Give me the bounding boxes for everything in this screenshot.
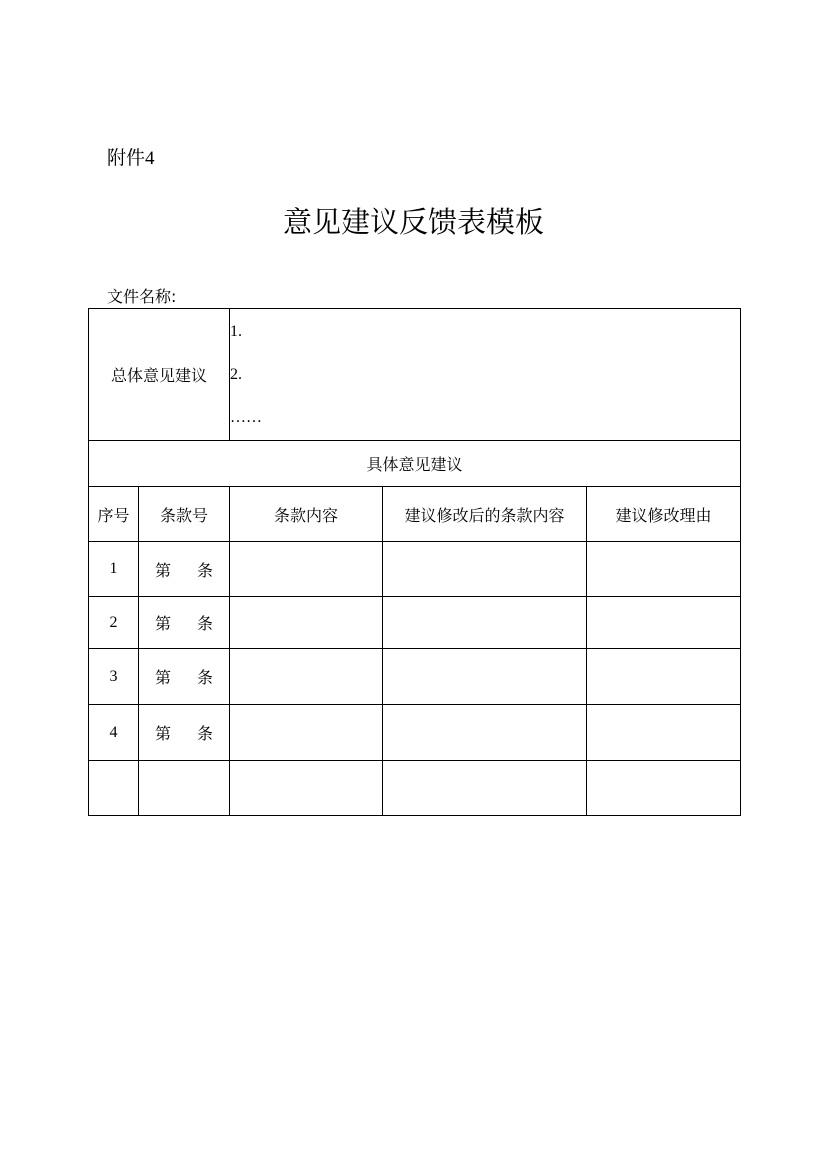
table-row — [89, 542, 741, 597]
clause-prefix: 第 — [154, 560, 171, 580]
row-clause-no[interactable] — [139, 705, 230, 761]
clause-suffix: 条 — [197, 560, 214, 580]
file-name-label: 文件名称: — [107, 287, 177, 306]
clause-suffix: 条 — [197, 668, 214, 687]
row-index[interactable] — [89, 761, 139, 816]
table-row — [89, 761, 741, 816]
row-index: 1 — [89, 542, 139, 597]
column-header-row — [89, 487, 741, 542]
clause-suffix: 条 — [197, 614, 214, 633]
row-revised-content[interactable] — [383, 597, 587, 649]
attachment-number: 4 — [145, 148, 155, 169]
row-reason[interactable] — [587, 542, 741, 597]
row-clause-content[interactable] — [230, 649, 383, 705]
row-clause-no[interactable] — [139, 597, 230, 649]
row-revised-content[interactable] — [383, 542, 587, 597]
clause-prefix: 第 — [154, 724, 171, 743]
clause-prefix: 第 — [154, 614, 171, 633]
overall-input[interactable] — [230, 309, 741, 441]
overall-row — [89, 309, 741, 441]
attachment-text: 附件 — [107, 147, 146, 169]
attachment-label — [107, 143, 155, 170]
row-clause-no[interactable] — [139, 649, 230, 705]
column-header-index: 序号 — [89, 487, 139, 542]
overall-item-ellipsis: …… — [230, 409, 262, 426]
clause-suffix: 条 — [197, 724, 214, 743]
row-clause-no[interactable] — [139, 761, 230, 816]
specific-header-row — [89, 441, 741, 487]
column-header-clause-content: 条款内容 — [230, 487, 383, 542]
row-reason[interactable] — [587, 761, 741, 816]
row-clause-content[interactable] — [230, 705, 383, 761]
table-row — [89, 705, 741, 761]
row-index: 4 — [89, 705, 139, 761]
overall-item-2: 2. — [230, 366, 242, 383]
specific-header: 具体意见建议 — [89, 441, 741, 487]
row-reason[interactable] — [587, 649, 741, 705]
row-clause-content[interactable] — [230, 542, 383, 597]
page-title-text: 意见建议反馈表模板 — [282, 205, 544, 239]
column-header-clause-no: 条款号 — [139, 487, 230, 542]
row-reason[interactable] — [587, 705, 741, 761]
feedback-table — [88, 308, 741, 816]
row-index: 2 — [89, 597, 139, 649]
overall-label: 总体意见建议 — [89, 309, 230, 441]
row-clause-content[interactable] — [230, 597, 383, 649]
table-row — [89, 649, 741, 705]
row-reason[interactable] — [587, 597, 741, 649]
row-clause-content[interactable] — [230, 761, 383, 816]
column-header-reason: 建议修改理由 — [587, 487, 741, 542]
table-row — [89, 597, 741, 649]
row-revised-content[interactable] — [383, 649, 587, 705]
column-header-revised-content: 建议修改后的条款内容 — [383, 487, 587, 542]
page-title — [0, 200, 827, 241]
row-revised-content[interactable] — [383, 761, 587, 816]
row-index: 3 — [89, 649, 139, 705]
clause-prefix: 第 — [154, 668, 171, 687]
overall-item-1: 1. — [230, 323, 242, 340]
row-revised-content[interactable] — [383, 705, 587, 761]
row-clause-no[interactable] — [139, 542, 230, 597]
